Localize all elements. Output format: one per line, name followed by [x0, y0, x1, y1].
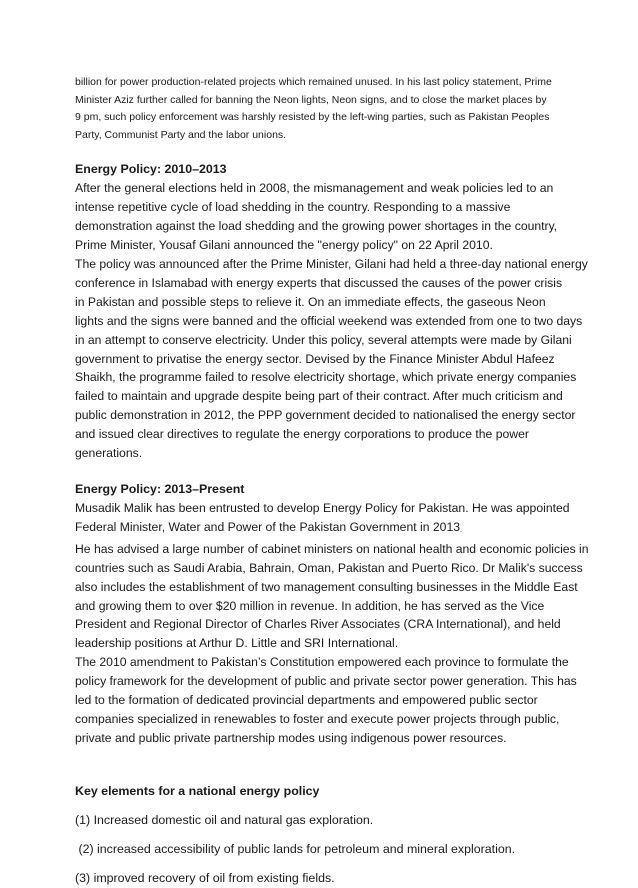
- section-heading-2013: Energy Policy: 2013–Present: [75, 481, 245, 496]
- key-elements-heading: Key elements for a national energy policy: [75, 783, 320, 798]
- intro-paragraph: [75, 74, 567, 144]
- document-page: [75, 74, 589, 888]
- body-line: also includes the establishment of two management consulting businesses in the Middle East: [75, 579, 578, 594]
- footnote-mark: .: [460, 526, 462, 534]
- body-line: The 2010 amendment to Pakistan’s Constitution empowered each province to formulate the: [75, 655, 569, 670]
- intro-line: Party, Communist Party and the labor unions.: [75, 128, 287, 141]
- body-line: failed to maintain and upgrade despite being part of their contract. After much criticism and: [75, 389, 563, 404]
- body-line: He has advised a large number of cabinet ministers on national health and economic policies in: [75, 541, 589, 556]
- intro-line: billion for power production-related projects which remained unused. In his last policy statement, Prime: [75, 76, 552, 88]
- body-line: companies specialized in renewables to foster and execute power projects through public,: [75, 711, 560, 726]
- body-line: in an attempt to conserve electricity. Under this policy, several attempts were made by Gilani: [75, 332, 572, 347]
- list-item: (3) improved recovery of oil from existing fields.: [75, 870, 335, 885]
- body-line: Shaikh, the programme failed to resolve electricity shortage, which private energy companies: [75, 370, 577, 385]
- body-line: policy framework for the development of public and private sector power generation. This has: [75, 674, 577, 689]
- section-body-2010: [75, 179, 588, 463]
- body-line: generations.: [75, 446, 143, 461]
- body-line: Musadik Malik has been entrusted to develop Energy Policy for Pakistan. He was appointed: [75, 500, 570, 515]
- intro-line: 9 pm, such policy enforcement was harshly resisted by the left-wing parties, such as Pakistan Peoples: [75, 111, 550, 124]
- body-line-text: Federal Minister, Water and Power of the Pakistan Government in 2013: [75, 519, 461, 534]
- body-line: and issued clear directives to regulate the energy corporations to produce the power: [75, 427, 529, 442]
- body-line: President and Regional Director of Charles River Associates (CRA International), and held: [75, 617, 561, 632]
- body-line: The policy was announced after the Prime Minister, Gilani had held a three-day national energy: [75, 257, 588, 271]
- body-line: private and public private partnership modes using indigenous power resources.: [75, 730, 507, 745]
- key-elements-list: [75, 810, 567, 888]
- body-line: and growing them to over $20 million in revenue. In addition, he has served as the Vice: [75, 598, 545, 613]
- body-line: countries such as Saudi Arabia, Bahrain, Oman, Pakistan and Puerto Rico. Dr Malik's success: [75, 560, 583, 575]
- body-line: government to privatise the energy sector. Devised by the Finance Minister Abdul Hafeez: [75, 351, 555, 366]
- body-line: intense repetitive cycle of load shedding in the country. Responding to a massive: [75, 200, 511, 215]
- list-item: (1) Increased domestic oil and natural gas exploration.: [75, 812, 374, 827]
- body-line: public demonstration in 2012, the PPP government decided to nationalised the energy sector: [75, 408, 576, 423]
- body-line: After the general elections held in 2008, the mismanagement and weak policies led to an: [75, 181, 554, 196]
- body-line: [75, 518, 567, 540]
- body-line: conference in Islamabad with energy experts that discussed the causes of the power crisis: [75, 275, 563, 290]
- body-line: Prime Minister, Yousaf Gilani announced the "energy policy" on 22 April 2010.: [75, 238, 493, 253]
- body-line: leadership positions at Arthur D. Little and SRI International.: [75, 636, 399, 651]
- section-heading-2010: Energy Policy: 2010–2013: [75, 162, 227, 177]
- body-line: demonstration against the load shedding and the growing power shortages in the country,: [75, 219, 558, 234]
- list-item: (2) increased accessibility of public lands for petroleum and mineral exploration.: [75, 841, 516, 856]
- body-line: in Pakistan and possible steps to relieve it. On an immediate effects, the gaseous Neon: [75, 294, 546, 309]
- section-body-2013: [75, 499, 589, 748]
- body-line: lights and the signs were banned and the official weekend was extended from one to two days: [75, 313, 583, 328]
- intro-line: Minister Aziz further called for banning the Neon lights, Neon signs, and to close the market places by: [75, 93, 547, 106]
- body-line: led to the formation of dedicated provincial departments and empowered public sector: [75, 693, 538, 708]
